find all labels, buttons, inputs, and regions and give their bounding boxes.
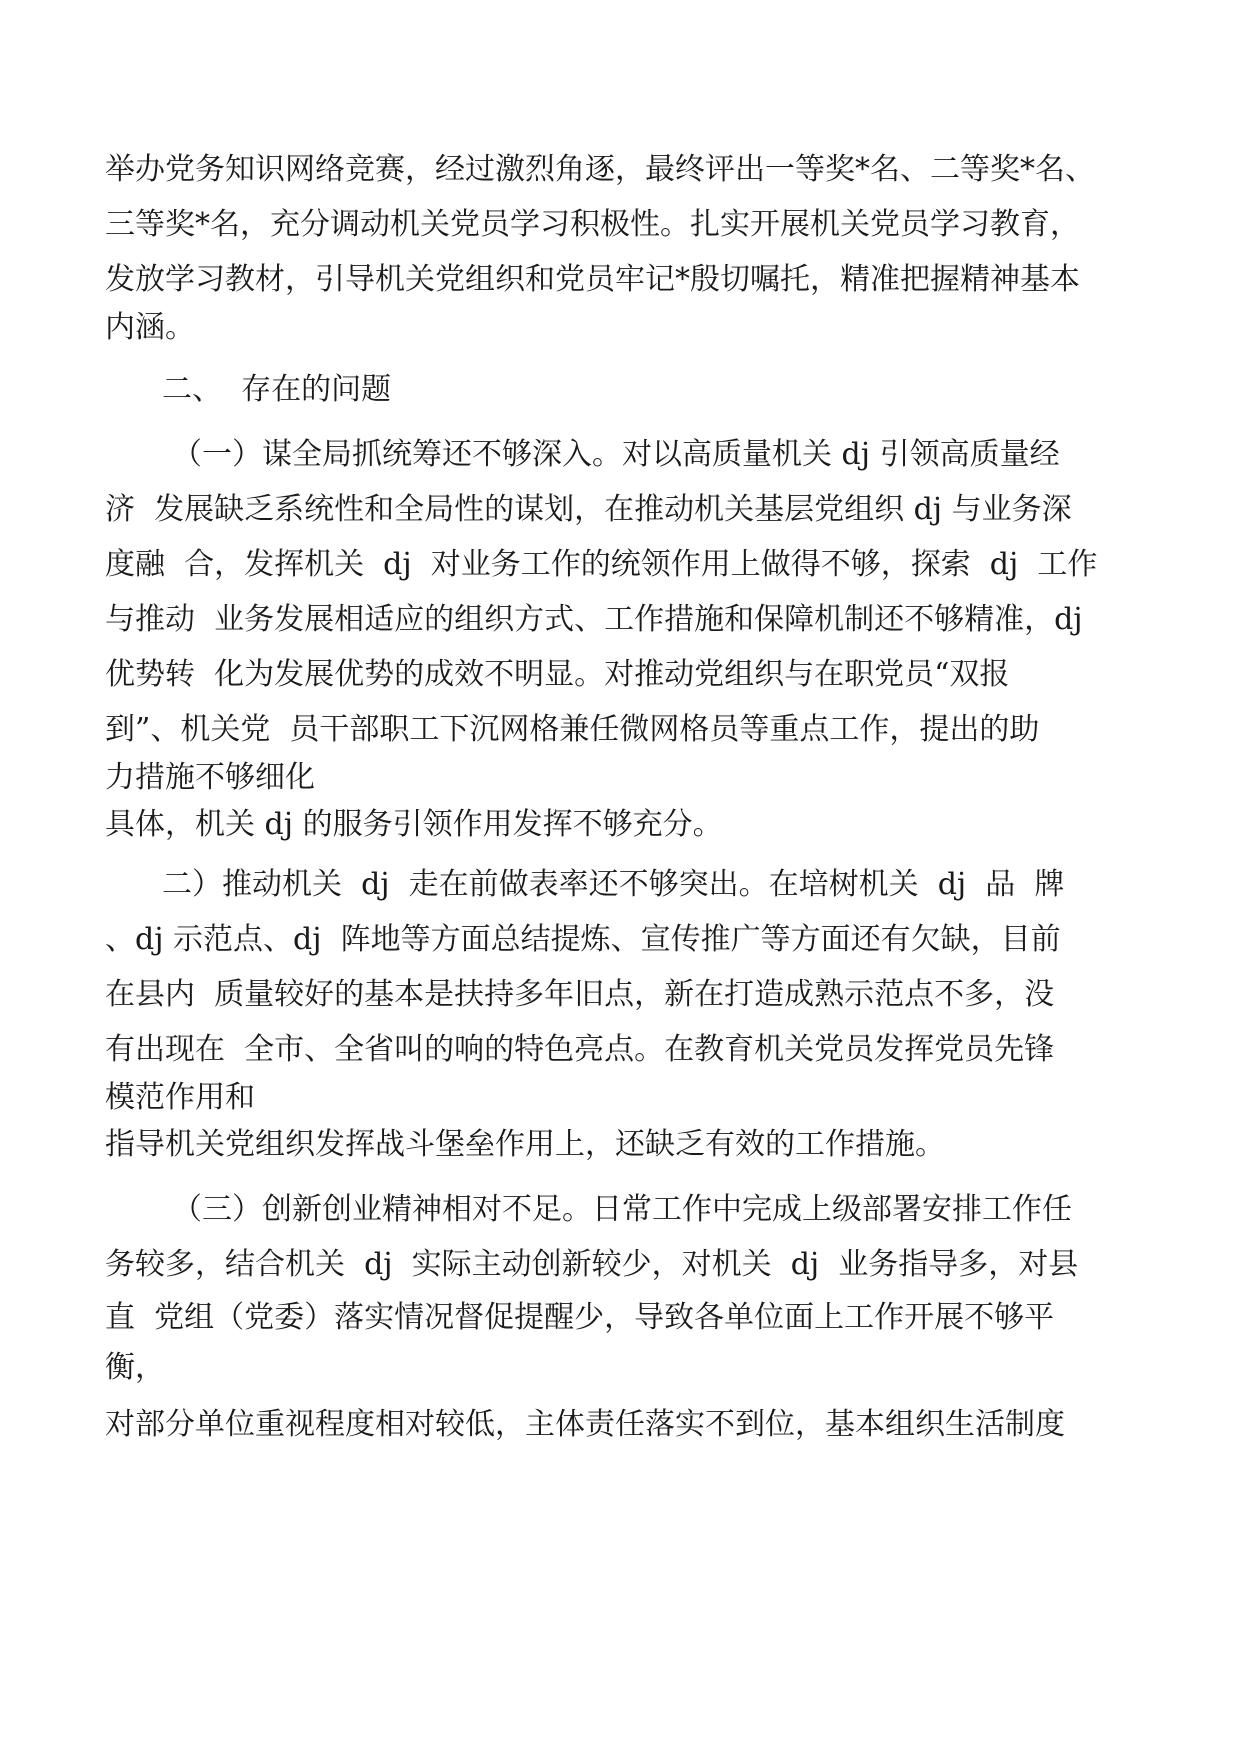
issue3-line-5: 对部分单位重视程度相对较低，主体责任落实不到位，基本组织生活制度 bbox=[105, 1407, 1065, 1442]
issue1-line-8: 具体，机关 dj 的服务引领作用发挥不够充分。 bbox=[105, 807, 723, 842]
issue1-line-1: （一）谋全局抓统筹还不够深入。对以高质量机关 dj 引领高质量经 bbox=[172, 437, 1060, 472]
issue3-line-3: 直 党组（党委）落实情况督促提醒少，导致各单位面上工作开展不够平 bbox=[105, 1300, 1055, 1335]
issue1-line-6: 到”、机关党 员干部职工下沉网格兼任微网格员等重点工作，提出的助 bbox=[105, 712, 1040, 747]
section-heading: 二、 存在的问题 bbox=[162, 372, 392, 407]
issue3-line-1: （三）创新创业精神相对不足。日常工作中完成上级部署安排工作任 bbox=[172, 1192, 1072, 1227]
issue1-line-2: 济 发展缺乏系统性和全局性的谋划，在推动机关基层党组织 dj 与业务深 bbox=[105, 492, 1072, 527]
issue2-line-3: 在县内 质量较好的基本是扶持多年旧点，新在打造成熟示范点不多，没 bbox=[105, 977, 1055, 1012]
issue3-line-4: 衡， bbox=[105, 1350, 165, 1385]
issue1-line-4: 与推动 业务发展相适应的组织方式、工作措施和保障机制还不够精准，dj bbox=[105, 602, 1083, 637]
issue2-line-4: 有出现在 全市、全省叫的响的特色亮点。在教育机关党员发挥党员先锋 bbox=[105, 1032, 1055, 1067]
issue1-line-7: 力措施不够细化 bbox=[105, 760, 315, 795]
issue3-line-2: 务较多，结合机关 dj 实际主动创新较少，对机关 dj 业务指导多，对县 bbox=[105, 1247, 1079, 1282]
intro-line-3: 发放学习教材，引导机关党组织和党员牢记*殷切嘱托，精准把握精神基本 bbox=[105, 262, 1080, 297]
intro-line-1: 举办党务知识网络竞赛，经过激烈角逐，最终评出一等奖*名、二等奖*名、 bbox=[105, 152, 1095, 187]
issue2-line-2: 、dj 示范点、dj 阵地等方面总结提炼、宣传推广等方面还有欠缺，目前 bbox=[105, 922, 1061, 957]
issue2-line-6: 指导机关党组织发挥战斗堡垒作用上，还缺乏有效的工作措施。 bbox=[105, 1127, 945, 1162]
intro-line-4: 内涵。 bbox=[105, 310, 195, 345]
issue1-line-5: 优势转 化为发展优势的成效不明显。对推动党组织与在职党员“双报 bbox=[105, 657, 1010, 692]
issue2-line-5: 模范作用和 bbox=[105, 1080, 255, 1115]
issue2-line-1: 二）推动机关 dj 走在前做表率还不够突出。在培树机关 dj 品 牌 bbox=[162, 867, 1065, 902]
issue1-line-3: 度融 合，发挥机关 dj 对业务工作的统领作用上做得不够，探索 dj 工作 bbox=[105, 547, 1098, 582]
intro-line-2: 三等奖*名，充分调动机关党员学习积极性。扎实开展机关党员学习教育， bbox=[105, 207, 1080, 242]
